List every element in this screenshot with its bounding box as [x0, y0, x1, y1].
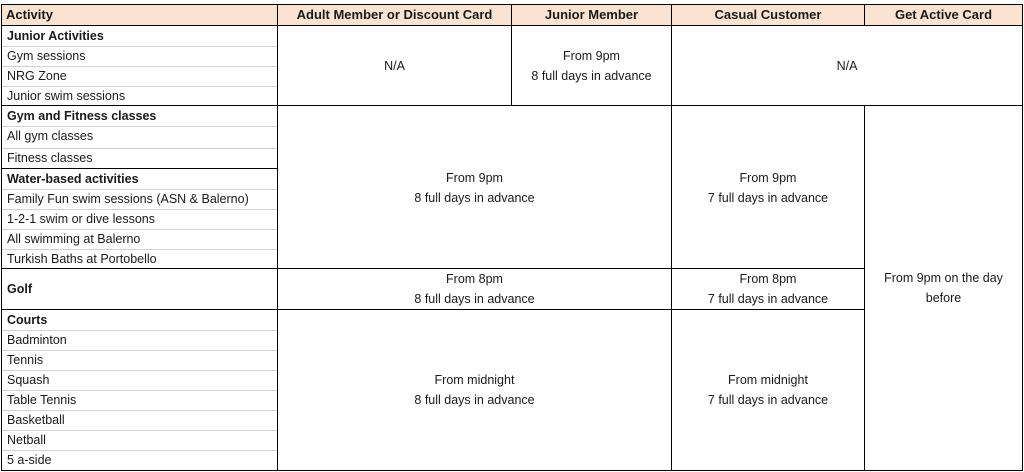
row-separator: [2, 350, 278, 351]
courts-adult-junior-value: [278, 310, 671, 470]
activity-item: 5 a-side: [7, 453, 52, 467]
section-title-courts: Courts: [7, 313, 48, 327]
row-separator: [2, 390, 278, 391]
activity-item: Squash: [7, 373, 50, 387]
golf-casual-value: [672, 269, 864, 309]
header-activity: Activity: [2, 5, 277, 25]
border-left: [1, 4, 2, 471]
row-separator: [2, 249, 278, 250]
activity-item: Gym sessions: [7, 49, 86, 63]
value-line-2: 7 full days in advance: [707, 292, 829, 306]
header-get-active-card: Get Active Card: [865, 5, 1022, 25]
row-separator: [2, 66, 278, 67]
header-casual-customer: Casual Customer: [672, 5, 864, 25]
activity-item: Junior swim sessions: [7, 89, 126, 103]
activity-item: 1-2-1 swim or dive lessons: [7, 212, 155, 226]
border-activity-right: [277, 4, 278, 471]
value-line-1: From 8pm: [739, 272, 797, 286]
border-gym-bottom: [1, 168, 278, 169]
header-junior-member: Junior Member: [512, 5, 671, 25]
row-separator: [2, 148, 278, 149]
section-title-junior-activities: Junior Activities: [7, 29, 104, 43]
golf-adult-junior-value: [278, 269, 671, 309]
value-line-1: From 8pm: [446, 272, 503, 286]
border-junior-right: [671, 4, 672, 471]
value-line-1: From 9pm on the day: [884, 271, 1003, 285]
value-text: N/A: [836, 58, 858, 73]
gym-water-adult-junior-value: [278, 106, 671, 269]
junior-adult-value: [278, 26, 511, 105]
get-active-card-value: [865, 106, 1022, 470]
courts-casual-value: [672, 310, 864, 470]
activity-item: All swimming at Balerno: [7, 232, 141, 246]
junior-junior-value: [512, 26, 671, 105]
row-separator: [2, 46, 278, 47]
row-separator: [2, 189, 278, 190]
border-casual-right-header: [864, 4, 865, 26]
value-text: N/A: [384, 58, 405, 73]
value-line-2: 7 full days in advance: [707, 393, 829, 407]
activity-item: Netball: [7, 433, 46, 447]
row-separator: [2, 229, 278, 230]
activity-item: Table Tennis: [7, 393, 77, 407]
activity-item: Turkish Baths at Portobello: [7, 252, 157, 266]
border-right: [1022, 4, 1023, 471]
border-casual-right: [864, 105, 865, 471]
row-separator: [2, 209, 278, 210]
gym-water-casual-value: [672, 106, 864, 269]
value-line-2: 8 full days in advance: [414, 190, 535, 205]
border-bottom: [1, 470, 1023, 471]
row-separator: [2, 430, 278, 431]
value-line-1: From 9pm: [739, 170, 797, 185]
border-top: [1, 4, 1023, 5]
value-line-2: 7 full days in advance: [707, 190, 829, 205]
value-line-1: From midnight: [434, 373, 515, 387]
row-separator: [2, 370, 278, 371]
row-separator: [2, 86, 278, 87]
value-line-1: From 9pm: [563, 48, 620, 63]
activity-item: Badminton: [7, 333, 67, 347]
activity-item: Tennis: [7, 353, 44, 367]
activity-item: Family Fun swim sessions (ASN & Balerno): [7, 192, 249, 206]
row-separator: [2, 330, 278, 331]
value-line-2: 8 full days in advance: [531, 68, 652, 83]
value-line-1: From midnight: [728, 373, 808, 387]
section-title-golf: Golf: [7, 282, 32, 296]
value-line-2: 8 full days in advance: [414, 292, 535, 306]
border-water-bottom: [1, 268, 865, 269]
activity-item: Basketball: [7, 413, 65, 427]
activity-item: All gym classes: [7, 129, 94, 143]
border-adult-right-junior: [511, 25, 512, 106]
section-title-gym-fitness: Gym and Fitness classes: [7, 109, 157, 123]
row-separator: [2, 410, 278, 411]
section-title-water-based: Water-based activities: [7, 172, 139, 186]
row-separator: [2, 126, 278, 127]
activity-item: Fitness classes: [7, 151, 93, 165]
border-adult-right-header: [511, 4, 512, 26]
value-line-2: before: [925, 291, 962, 305]
junior-casual-active-value: [672, 26, 1022, 105]
activity-item: NRG Zone: [7, 69, 67, 83]
value-line-2: 8 full days in advance: [414, 393, 535, 407]
border-golf-bottom: [1, 309, 865, 310]
border-junior-bottom: [1, 105, 1023, 106]
value-line-1: From 9pm: [446, 170, 503, 185]
row-separator: [2, 450, 278, 451]
border-header-bottom: [1, 25, 1023, 26]
header-adult-member: Adult Member or Discount Card: [278, 5, 511, 25]
